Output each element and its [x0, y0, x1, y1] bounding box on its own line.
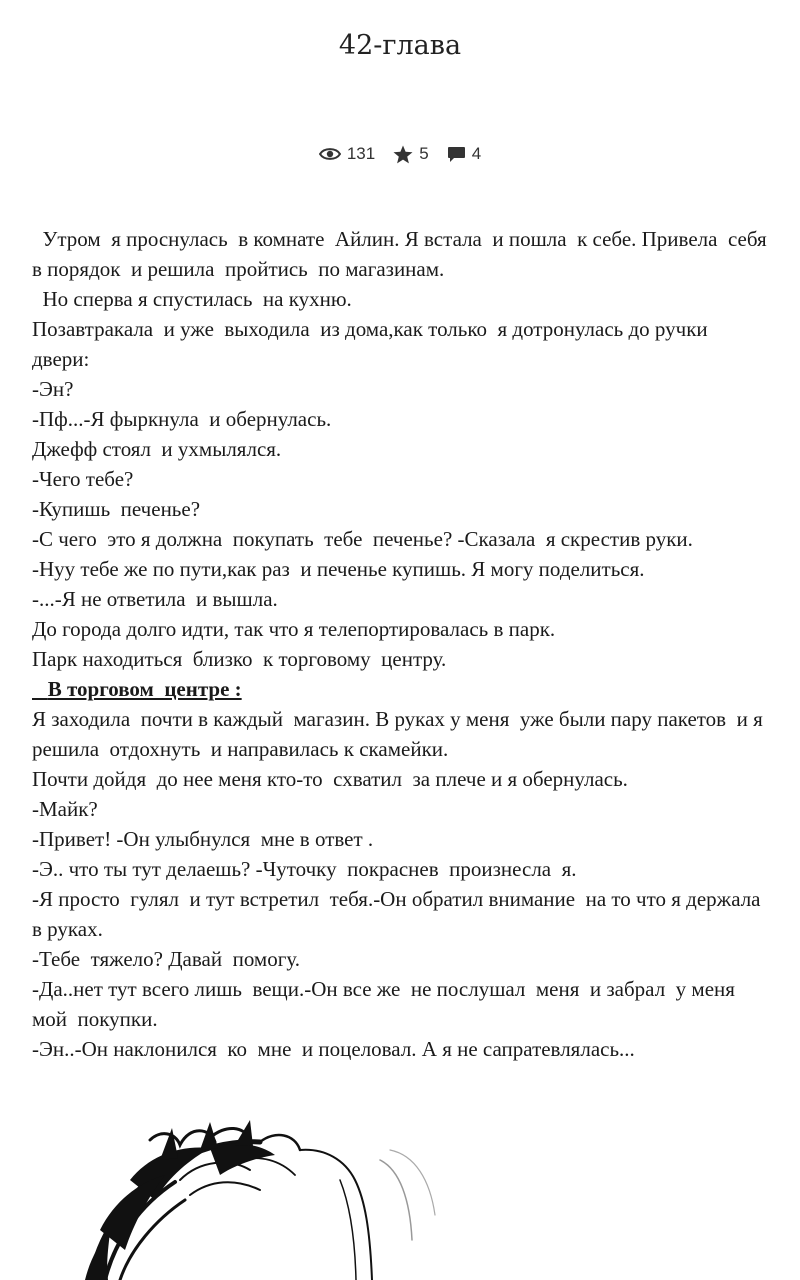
paragraph: -Майк?: [32, 797, 98, 821]
chapter-stats: [0, 144, 800, 164]
paragraph: Я заходила почти в каждый магазин. В руках у меня уже были пару пакетов и я решила отдохнуть и направилась к скамейки.: [32, 707, 768, 761]
paragraph: -Я просто гулял и тут встретил тебя.-Он обратил внимание на то что я держала в руках.: [32, 887, 771, 941]
paragraph: -Чего тебе?: [32, 467, 134, 491]
paragraph: -С чего это я должна покупать тебе печенье? -Сказала я скрестив руки.: [32, 527, 693, 551]
paragraph: -Купишь печенье?: [32, 497, 201, 521]
views-count: 131: [346, 144, 376, 163]
paragraph: Парк находиться близко к торговому центру.: [32, 647, 447, 671]
paragraph: -Эн?: [32, 377, 74, 401]
paragraph: Почти дойдя до нее меня кто-то схватил за плече и я обернулась.: [32, 767, 628, 791]
paragraph: -Да..нет тут всего лишь вещи.-Он все же не послушал меня и забрал у меня мой покупки.: [32, 977, 741, 1031]
paragraph: Джефф стоял и ухмылялся.: [32, 437, 282, 461]
chapter-text: [32, 224, 772, 1064]
section-heading: В торговом центре :: [32, 677, 242, 701]
chapter-title: 42-глава: [338, 30, 462, 61]
paragraph: -Нуу тебе же по пути,как раз и печенье купишь. Я могу поделиться.: [32, 557, 645, 581]
rating-count: 5: [419, 144, 429, 163]
paragraph: -Пф...-Я фыркнула и обернулась.: [32, 407, 332, 431]
chapter-illustration: [60, 1120, 480, 1280]
paragraph: Но сперва я спустилась на кухню.: [32, 287, 352, 311]
paragraph: Утром я проснулась в комнате Айлин. Я встала и пошла к себе. Привела себя в порядок и решила пройтись по магазинам.: [32, 227, 772, 281]
paragraph: Позавтракала и уже выходила из дома,как только я дотронулась до ручки двери:: [32, 317, 719, 371]
rating-stat: [393, 144, 428, 164]
eye-icon: [319, 147, 341, 161]
paragraph: -Привет! -Он улыбнулся мне в ответ .: [32, 827, 374, 851]
paragraph: -...-Я не ответила и вышла.: [32, 587, 278, 611]
star-icon: [393, 145, 413, 164]
comments-count: 4: [471, 144, 482, 163]
comments-stat: [447, 144, 481, 164]
paragraph: До города долго идти, так что я телепортировалась в парк.: [32, 617, 556, 641]
views-stat: [319, 144, 375, 164]
paragraph: -Тебе тяжело? Давай помогу.: [32, 947, 300, 971]
comment-icon: [447, 146, 466, 163]
paragraph: -Э.. что ты тут делаешь? -Чуточку покраснев произнесла я.: [32, 857, 577, 881]
paragraph: -Эн..-Он наклонился ко мне и поцеловал. А я не сапратевлялась...: [32, 1037, 635, 1061]
